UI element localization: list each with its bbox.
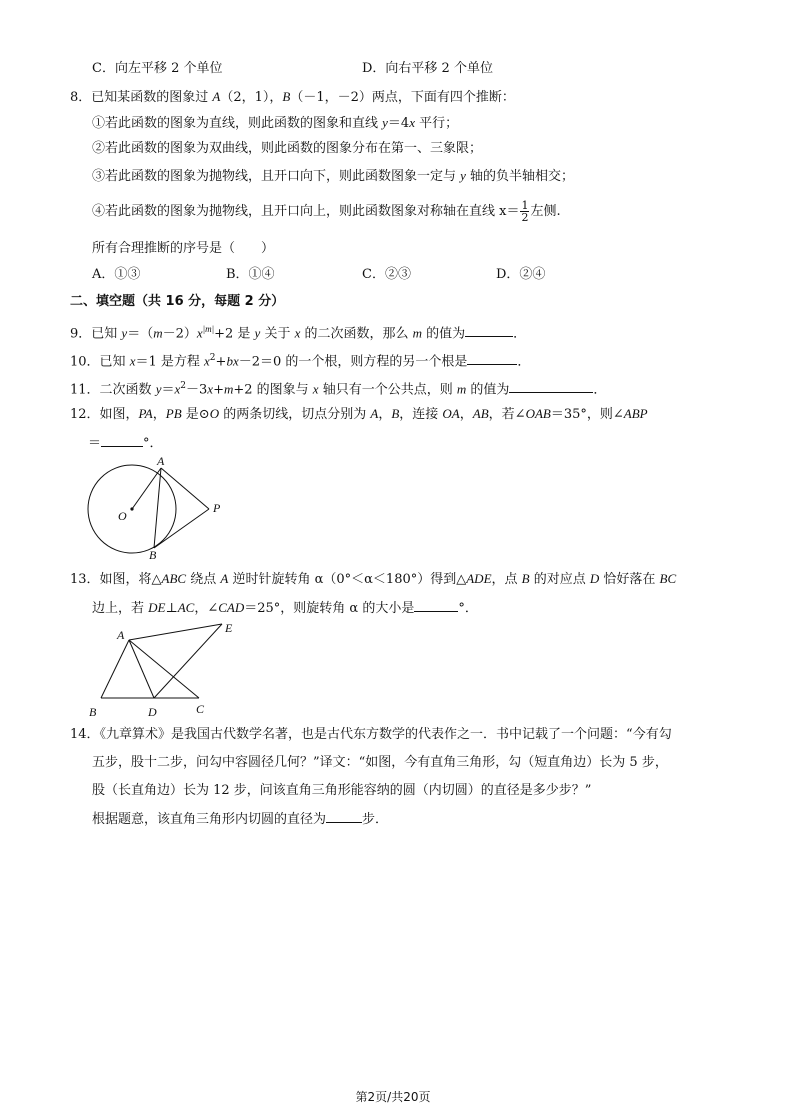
label-o: O [118, 509, 127, 523]
q8-text: （2，1）， [220, 90, 283, 105]
q10-answer-blank [467, 350, 517, 365]
q12-text: ， [378, 407, 392, 422]
label-p: P [213, 501, 221, 515]
q10 [70, 349, 530, 371]
q9-text: ＝（ [127, 326, 154, 342]
q14-line-3: 股（长直角边）长为 12 步，问该直角三角形能容纳的圆（内切圆）的直径是多少步？” [92, 783, 592, 798]
q11-var: m [223, 381, 234, 397]
q11-exponent: 2 [180, 381, 186, 391]
q8-option-a: A．①③ [92, 267, 141, 282]
q9-text: ． [513, 326, 527, 342]
q8-text: ①若此函数的图象为直线，则此函数的图象和直线 [92, 116, 383, 131]
q12-var: ABP [623, 406, 648, 421]
q10-text: －2＝0 的一个根，则方程的另一个根是 [238, 354, 468, 370]
q13-text: 恰好落在 [599, 572, 660, 587]
q14-text: 根据题意，该直角三角形内切圆的直径为 [92, 812, 327, 827]
q13-text: 边上，若 [92, 601, 149, 616]
q11-var: y [155, 381, 162, 397]
q9-text: 关于 [260, 326, 295, 342]
segment-ae [129, 624, 222, 640]
q8-fraction [520, 200, 529, 223]
q11-text: 11．二次函数 [70, 382, 156, 398]
q13 [70, 570, 676, 589]
segment-oa [132, 468, 161, 509]
q12-var: OAB [525, 406, 551, 421]
q13-var: BC [659, 571, 677, 586]
q14-line-2: 五步，股十二步，问勾中容圆径几何？”译文：“如图，今有直角三角形，勾（短直角边）长为 5 步， [92, 755, 668, 770]
q14-answer-blank [326, 808, 362, 823]
page-number: 第2页/共20页 [355, 1090, 431, 1104]
q13-text: ，∠ [194, 601, 219, 616]
q8-text: 平行； [414, 116, 459, 131]
q12-text: 是⊙ [181, 407, 210, 422]
q13-answer-blank [414, 597, 458, 612]
label-a: A [157, 455, 165, 468]
q13-text: °． [458, 601, 478, 616]
q8-text: ＝4 [387, 116, 410, 131]
q12-text: ＝ [88, 436, 102, 451]
q13-figure [84, 618, 244, 720]
q12-text: 的两条切线，切点分别为 [219, 407, 371, 422]
q8-text: ③若此函数的图象为抛物线，且开口向下，则此函数图象一定与 [92, 169, 461, 184]
q12-line2 [88, 432, 163, 453]
q13-text: 的对应点 [529, 572, 590, 587]
center-dot [130, 507, 133, 510]
q8-var: y [460, 168, 466, 183]
q8-statement-3 [92, 167, 574, 186]
q11-var: x [174, 381, 181, 397]
q13-var: DE [148, 600, 166, 615]
q13-var: AC [177, 600, 195, 615]
label-b: B [89, 705, 97, 719]
q9-answer-blank [465, 322, 513, 337]
q8-var: y [382, 115, 388, 130]
q12-var: OA [442, 406, 460, 421]
q12-text: ，连接 [399, 407, 443, 422]
q11-text: +2 的图象与 [233, 382, 313, 398]
fraction-numerator: 1 [521, 199, 529, 212]
q12-var: O [209, 406, 220, 421]
q12-figure [86, 455, 226, 563]
q13-text: 13．如图，将△ [70, 572, 162, 587]
q11-var: x [312, 381, 319, 397]
q12-text: °． [143, 436, 163, 451]
segment-de [154, 624, 222, 698]
q13-var: CAD [218, 600, 245, 615]
label-c: C [196, 702, 205, 716]
q13-var: ADE [466, 571, 492, 586]
q8-option-d: D．②④ [496, 267, 546, 282]
q11-text: ． [593, 382, 607, 398]
label-a: A [117, 628, 125, 642]
q9-text: 9．已知 [70, 326, 122, 342]
q8-text: 左侧. [530, 204, 561, 219]
q12-var: PA [138, 406, 153, 421]
segment-ad [129, 640, 154, 698]
q9-var: m [412, 325, 423, 341]
q8-ask: 所有合理推断的序号是（ ） [92, 241, 275, 256]
q8-var: x [409, 115, 415, 130]
q12-text: ，若∠ [488, 407, 526, 422]
q9-text: 的二次函数，那么 [300, 326, 413, 342]
q10-text: ＝1 是方程 [135, 354, 205, 370]
q9 [70, 320, 526, 343]
q8-text: 轴的负半轴相交； [465, 169, 575, 184]
q13-text: ＝25°，则旋转角 α 的大小是 [244, 601, 415, 616]
q12-answer-blank [101, 432, 143, 447]
segment-ab [154, 468, 161, 548]
fraction-denominator: 2 [521, 211, 529, 224]
q14-text: 步． [362, 812, 389, 827]
q8-point-b: B [282, 89, 291, 104]
q11-text: －3 [186, 382, 208, 398]
label-d: D [148, 705, 157, 719]
q12-var: A [370, 406, 379, 421]
segment-pb [154, 509, 209, 548]
q11-text: + [213, 382, 224, 398]
q11-var: m [456, 381, 467, 397]
q9-var: m [153, 325, 163, 341]
q9-var: y [121, 325, 128, 341]
q13-var: B [521, 571, 530, 586]
label-b: B [149, 548, 157, 562]
q12-text: 12．如图， [70, 407, 139, 422]
q8-option-b: B．①④ [226, 267, 275, 282]
q13-var: D [589, 571, 600, 586]
q10-text: + [215, 354, 227, 370]
q8-statement-2: ②若此函数的图象为双曲线，则此函数的图象分布在第一、三象限； [92, 141, 483, 156]
q8-text: ④若此函数的图象为抛物线，且开口向上，则此函数图象对称轴在直线 x＝ [92, 204, 520, 219]
q9-text: +2 是 [214, 326, 255, 342]
q7-option-d: D．向右平移 2 个单位 [362, 61, 493, 76]
q13-text: ，点 [491, 572, 522, 587]
section-2-title: 二、填空题（共 16 分，每题 2 分） [70, 294, 285, 309]
q8-text: （－1，－2）两点，下面有四个推断： [290, 90, 515, 105]
q11-text: 轴只有一个公共点，则 [318, 382, 457, 398]
q8-text: 8．已知某函数的图象过 [70, 90, 213, 105]
q8-statement-1 [92, 114, 458, 133]
q13-var: A [220, 571, 229, 586]
q10-text: ． [517, 354, 531, 370]
q14-line-4 [92, 808, 388, 829]
q7-option-c: C．向左平移 2 个单位 [92, 61, 223, 76]
q8-statement-4 [92, 200, 561, 224]
segment-ab [101, 640, 129, 698]
q13-text: 绕点 [186, 572, 221, 587]
q12 [70, 405, 648, 424]
q13-line2 [92, 597, 478, 618]
q9-var: y [254, 325, 261, 341]
q12-text: ＝35°，则∠ [550, 407, 624, 422]
q12-text: ， [152, 407, 166, 422]
q13-var: ABC [161, 571, 187, 586]
q11-text: ＝ [161, 382, 175, 398]
q13-text: ⊥ [165, 601, 178, 616]
q12-var: PB [165, 406, 182, 421]
q13-text: 逆时针旋转角 α（0°＜α＜180°）得到△ [228, 572, 467, 587]
q9-var: x [196, 325, 203, 341]
q10-text: 10．已知 [70, 354, 130, 370]
q8-option-c: C．②③ [362, 267, 411, 282]
q8-stem [70, 88, 515, 107]
q11-answer-blank [509, 378, 593, 393]
q9-text: 的值为 [422, 326, 466, 342]
q9-var: x [294, 325, 301, 341]
q12-var: B [391, 406, 400, 421]
q8-point-a: A [212, 89, 221, 104]
q9-exponent: |m| [202, 324, 215, 334]
q9-text: －2） [162, 326, 197, 342]
q12-text: ， [459, 407, 473, 422]
segment-ac [129, 640, 199, 698]
q12-var: AB [472, 406, 489, 421]
q10-var: x [129, 353, 136, 369]
q10-var: x [204, 353, 210, 369]
q14-line-1: 14．《九章算术》是我国古代数学名著，也是古代东方数学的代表作之一．书中记载了一个问题：“今有勾 [70, 727, 672, 742]
q11-text: 的值为 [466, 382, 510, 398]
q10-var: bx [226, 353, 239, 369]
segment-pa [161, 468, 209, 509]
q10-exponent: 2 [209, 353, 216, 363]
label-e: E [225, 621, 233, 635]
q11 [70, 377, 606, 399]
q11-var: x [207, 381, 214, 397]
